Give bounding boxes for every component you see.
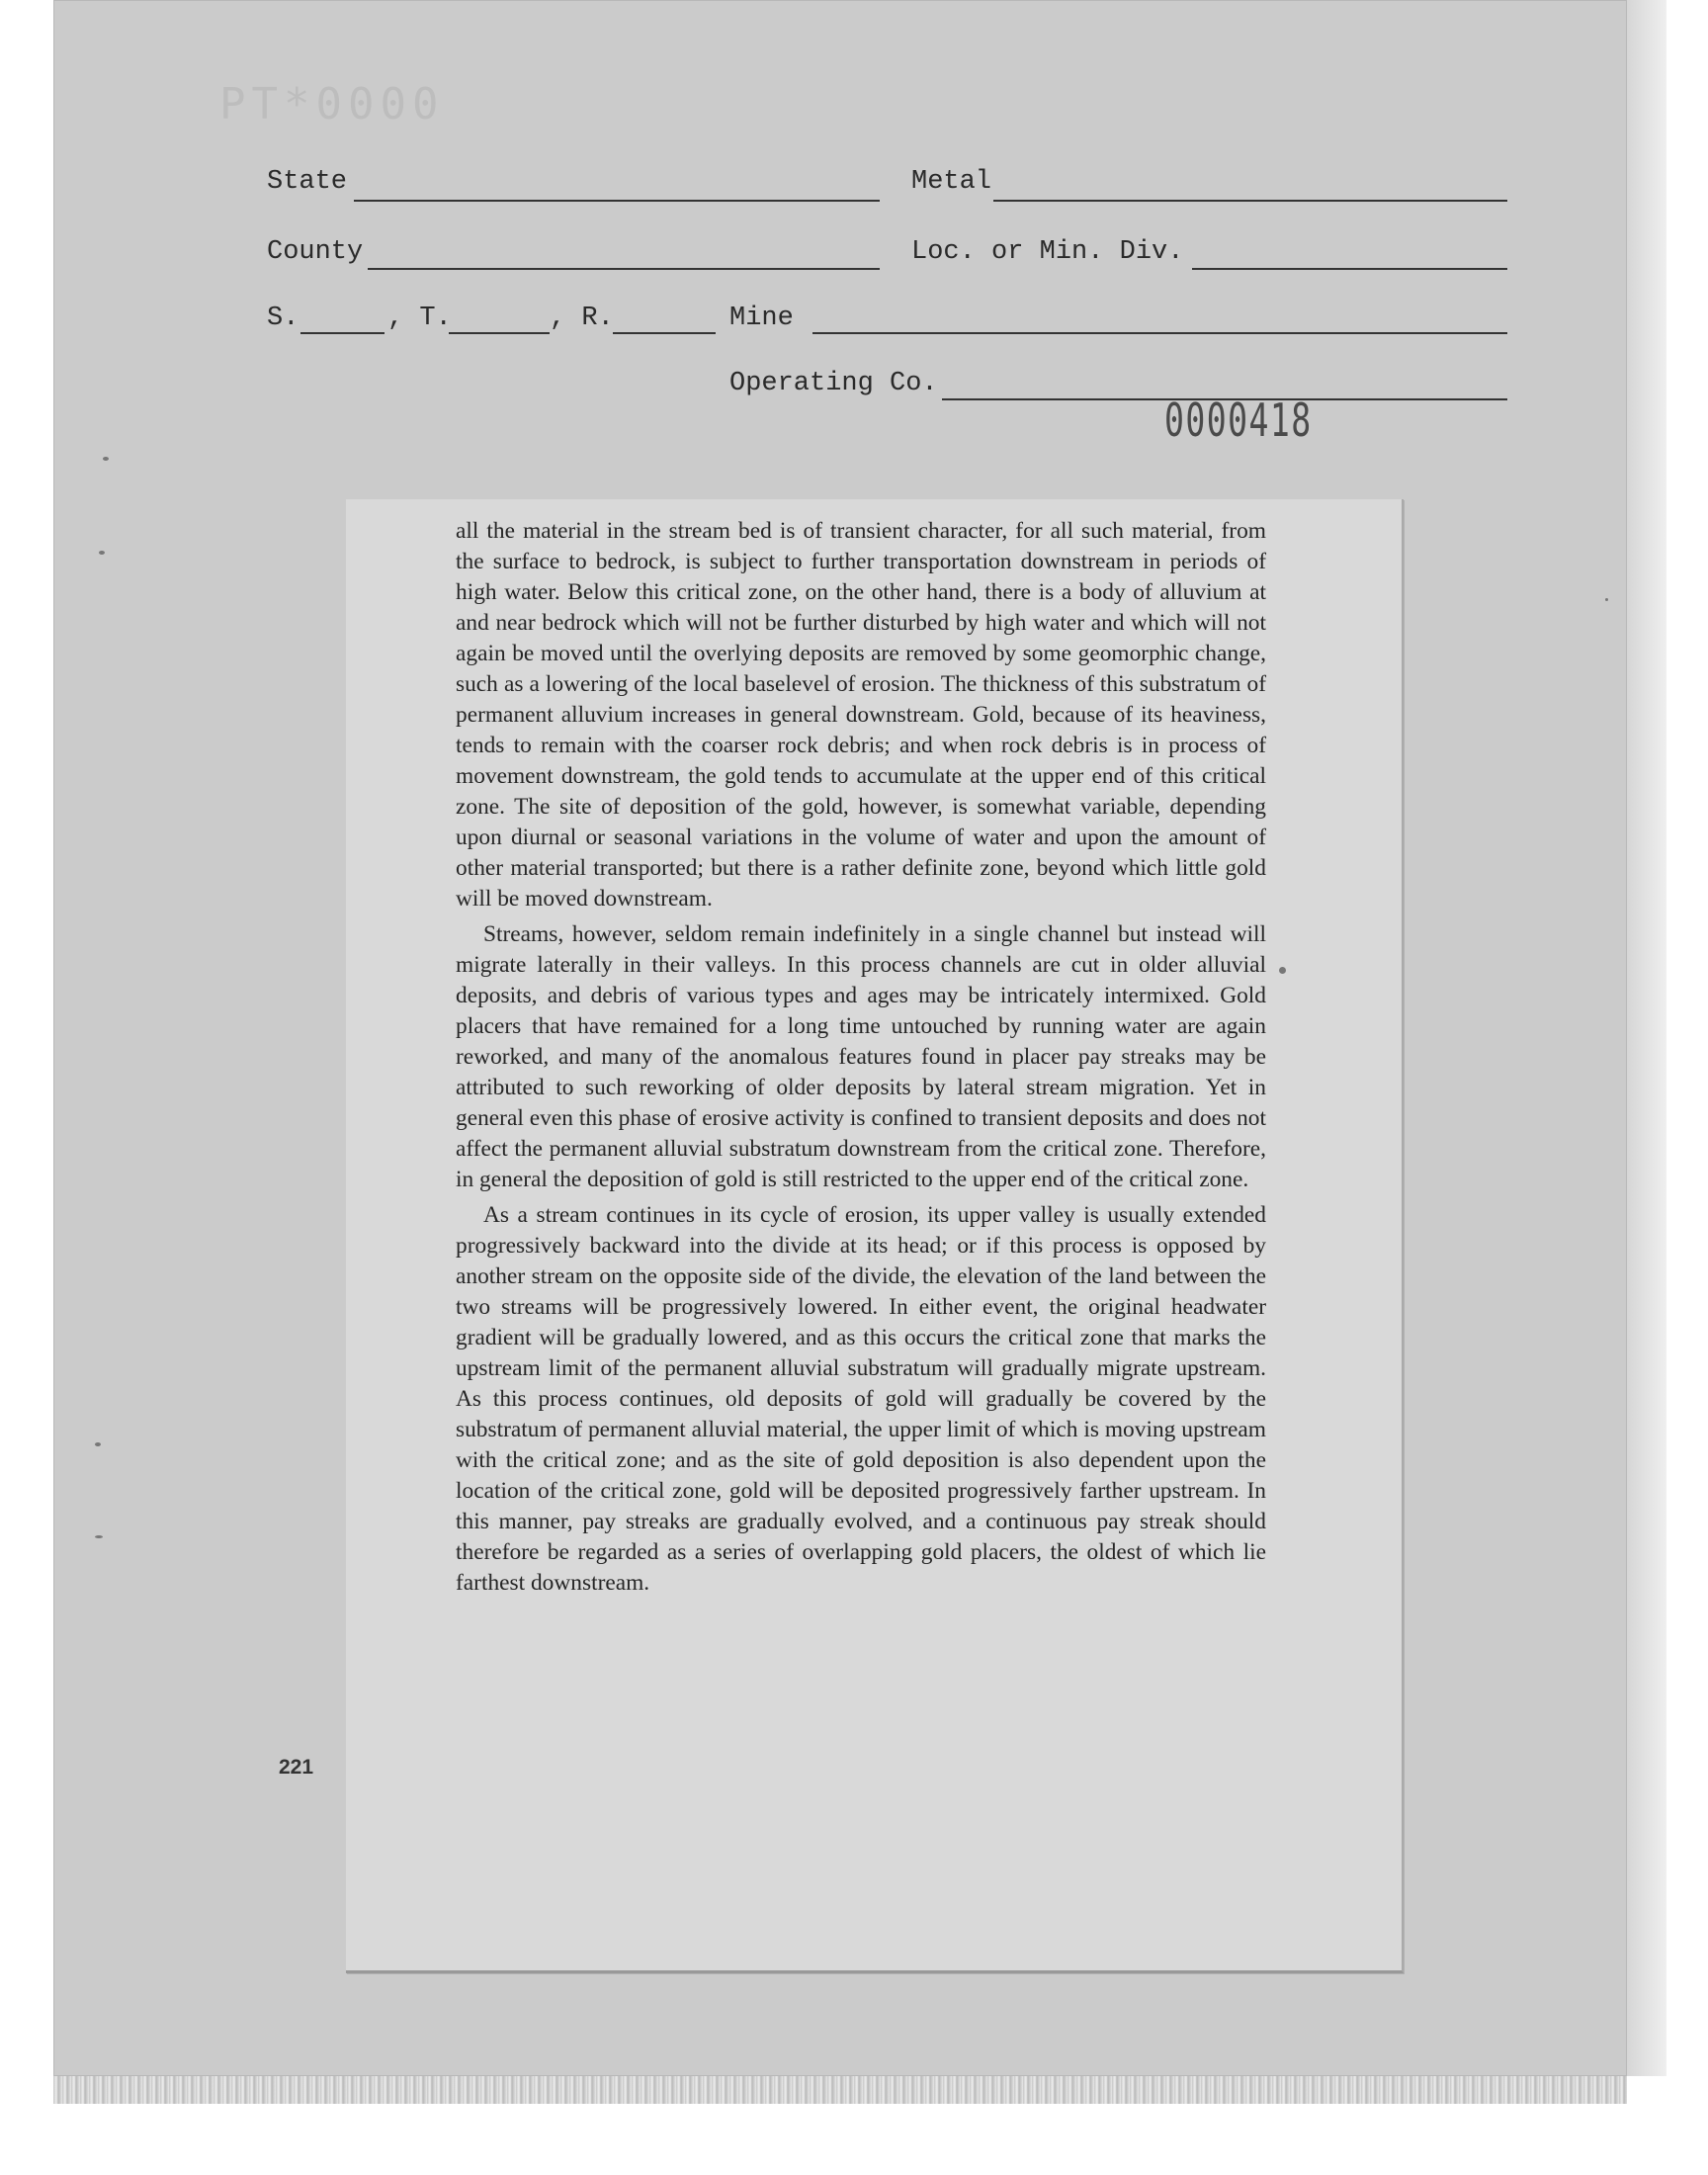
scan-bottom-strip	[53, 2076, 1627, 2104]
state-field[interactable]	[354, 200, 880, 202]
form-row-county-loc	[0, 234, 1708, 270]
form-row-str-mine	[0, 301, 1708, 336]
scan-speck	[99, 551, 105, 555]
form-row-operating	[0, 366, 1708, 401]
scan-speck	[1605, 598, 1608, 601]
paragraph-1: all the material in the stream bed is of transient character, for all such material, from the surface to bedrock, is subject to further transportation downstream in periods of high water. Below this critical zone, on the other hand, there is a body of alluvium at and near bedrock which will not be further disturbed by high water and which will not again be moved until the overlying deposits are removed by some geomorphic change, such as a lowering of the local baselevel of erosion. The thickness of this substratum of permanent alluvium increases in general downstream. Gold, because of its heaviness, tends to remain with the coarser rock debris; and when rock debris is in process of movement downstream, the gold tends to accumulate at the upper end of this critical zone. The site of deposition of the gold, however, is somewhat variable, depending upon diurnal or seasonal variations in the volume of water and upon the amount of other material transported; but there is a rather definite zone, beyond which little gold will be moved downstream.	[456, 518, 1266, 912]
paragraph-3: As a stream continues in its cycle of erosion, its upper valley is usually extended progressively backward into the divide at its head; or if this process is opposed by another stream on the opposite side of the divide, the elevation of the land between the two streams will be progressively lowered. In either event, the original headwater gradient will be gradually lowered, and as this occurs the critical zone that marks the upstream limit of the permanent alluvial substratum will gradually migrate upstream. As this process continues, old deposits of gold will gradually be covered by the substratum of permanent alluvial material, the upper limit of which is moving upstream with the critical zone; and as the site of gold deposition is also dependent upon the location of the critical zone, gold will be deposited progressively farther upstream. In this manner, pay streaks are gradually evolved, and a continuous pay streak should therefore be regarded as a series of overlapping gold placers, the oldest of which lie farthest downstream.	[456, 1202, 1266, 1596]
form-row-state-metal	[0, 164, 1708, 200]
metal-field[interactable]	[993, 200, 1507, 202]
loc-min-div-field[interactable]	[1192, 268, 1507, 270]
county-field[interactable]	[368, 268, 880, 270]
section-label: S.	[267, 304, 299, 333]
range-label: , R.	[550, 304, 614, 333]
body-text	[456, 516, 1266, 1599]
mine-label: Mine	[729, 304, 794, 333]
state-label: State	[267, 167, 348, 197]
page-number: 221	[279, 1756, 314, 1779]
township-label: , T.	[387, 304, 452, 333]
paragraph-2: Streams, however, seldom remain indefinitely in a single channel but instead will migrate laterally in their valleys. In this process channels are cut in older alluvial deposits, and debris of various types and ages may be intricately intermixed. Gold placers that have remained for a long time untouched by running water are again reworked, and many of the anomalous features found in placer pay streaks may be attributed to such reworking of older deposits by lateral stream migration. Yet in general even this phase of erosive activity is confined to transient deposits and does not affect the permanent alluvial substratum downstream from the critical zone. Therefore, in general the deposition of gold is still restricted to the upper end of the critical zone.	[456, 921, 1266, 1192]
range-field[interactable]	[613, 332, 716, 334]
loc-min-div-label: Loc. or Min. Div.	[911, 237, 1184, 267]
ghost-number: PT*0000	[219, 79, 445, 130]
mine-field[interactable]	[812, 332, 1507, 334]
operating-co-label: Operating Co.	[729, 369, 938, 398]
township-field[interactable]	[449, 332, 550, 334]
scan-speck	[95, 1442, 101, 1446]
section-field[interactable]	[300, 332, 384, 334]
metal-label: Metal	[911, 167, 992, 197]
stamp-number: 0000418	[1164, 393, 1313, 447]
county-label: County	[267, 237, 364, 267]
scan-speck	[103, 457, 109, 461]
scan-speck	[95, 1535, 103, 1538]
scan-speck	[1279, 967, 1286, 974]
